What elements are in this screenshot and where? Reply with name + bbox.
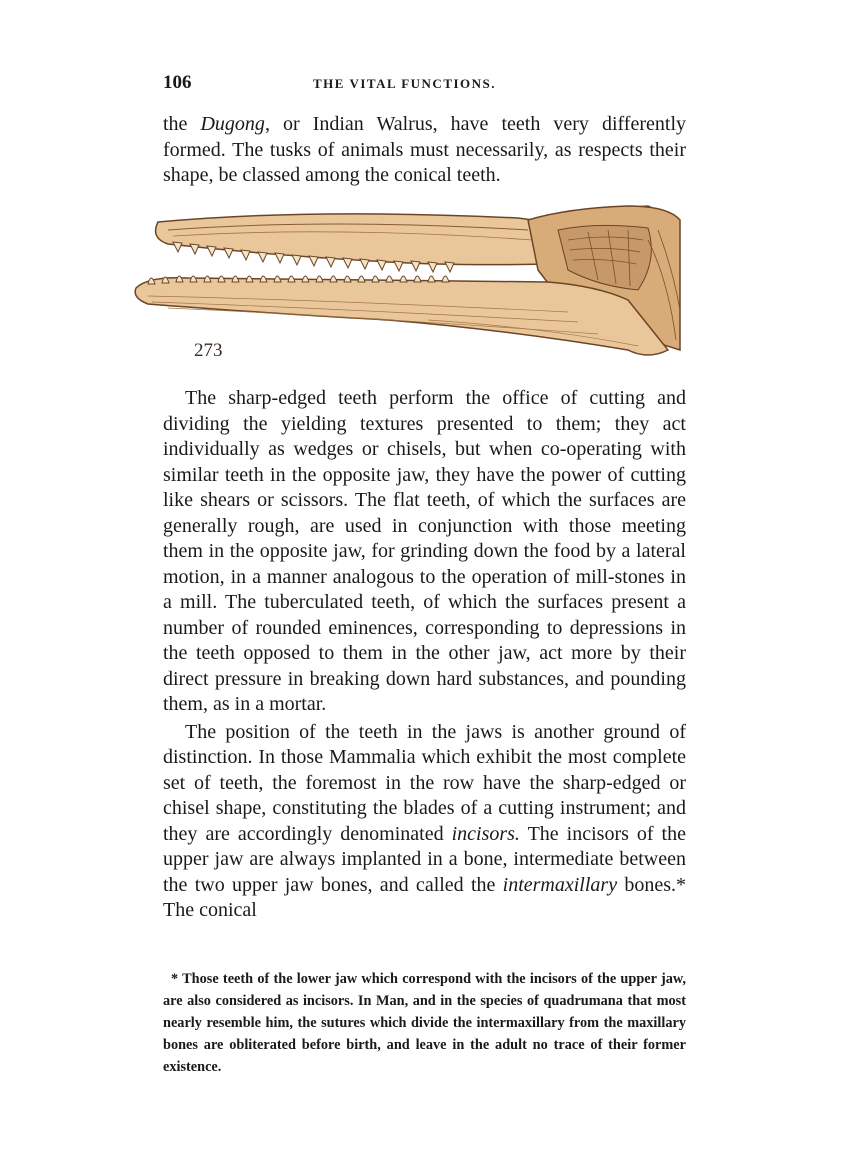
footnote-text: * Those teeth of the lower jaw which correspond with the incisors of the upper jaw, are also considered as incisors. In Man, and in the species of quadrumana that most nearly resemble him, the sutures which divide the intermaxillary from the maxillary bones are obliterated before birth, and leave in the adult no trace of their former existence. — [163, 971, 686, 1075]
p2-text-b: The incisors of the upper jaw are always implanted in a bone, intermediate between the two upper jaw bones, and called the — [163, 822, 686, 896]
page-number: 106 — [163, 72, 192, 93]
term-incisors: incisors. — [451, 822, 520, 845]
intro-paragraph — [163, 112, 686, 189]
body-paragraph-2 — [163, 720, 686, 924]
figure-number: 273 — [194, 340, 223, 361]
body-paragraph-1: The sharp-edged teeth perform the office of cutting and dividing the yielding textures presented to them; they act individually as wedges or chisels, but when co-operating with similar teeth in the opposite jaw, they have the power of cutting like shears or scissors. The flat teeth, of which the surfaces are generally rough, are used in conjunction with those meeting them in the opposite jaw, for grinding down the food by a lateral motion, in a manner analogous to the operation of mill-stones in a mill. The tuberculated teeth, of which the surfaces present a number of rounded eminences, corresponding to depressions in the teeth opposed to them in the other jaw, act more by their direct pressure in breaking down hard substances, and pounding them, as in a mortar. — [163, 387, 686, 715]
intro-text-pre: the — [163, 113, 201, 135]
page-header — [163, 72, 686, 96]
term-intermaxillary: intermaxillary — [502, 873, 618, 896]
intro-term: Dugong — [200, 113, 265, 135]
p2-text-c: bones.* The conical — [163, 873, 686, 921]
intro-text-post: , or Indian Walrus, have teeth very differently formed. The tusks of animals must necessarily, as respects their shape, be classed among the conical teeth. — [163, 113, 686, 186]
footnote — [163, 968, 686, 1078]
p2-text-a: The position of the teeth in the jaws is another ground of distinction. In those Mammalia which exhibit the most complete set of teeth, the foremost in the row have the sharp-edged or chisel shape, constituting the blades of a cutting instrument; and they are accordingly denominated — [163, 720, 686, 845]
main-text — [163, 386, 686, 924]
running-head: THE VITAL FUNCTIONS. — [313, 76, 497, 91]
